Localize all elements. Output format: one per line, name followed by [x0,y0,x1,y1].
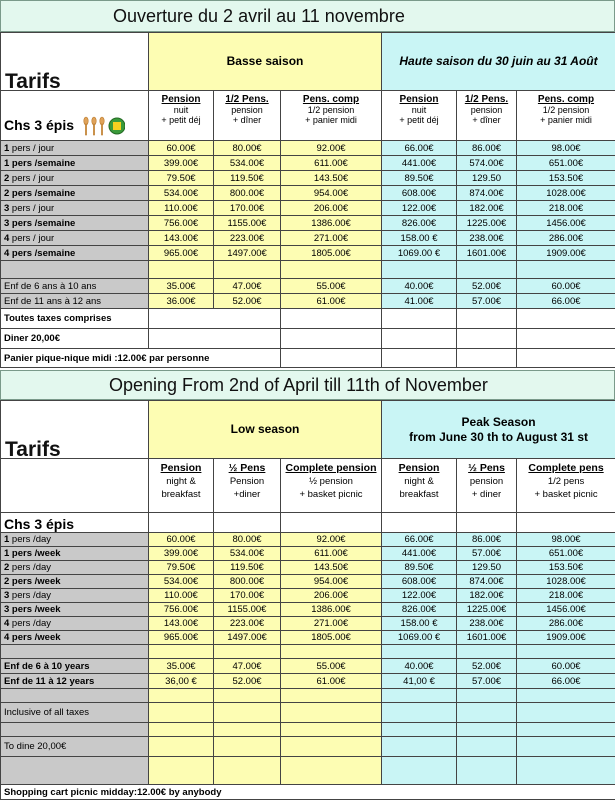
en-rows-row [1,631,615,645]
en-rows-label: 1 pers /week [1,547,149,561]
fr-rows-row [1,171,615,186]
fr-rows-row [1,231,615,246]
en-price-cell: 1909.00€ [517,631,615,645]
en-price-cell: 143.50€ [281,561,382,575]
fr-price-cell: 874.00€ [457,186,517,201]
fr-rows-label: 4 pers / jour [1,231,149,246]
english-col-header-6: Complete pens 1/2 pens + basket picnic [517,459,615,513]
fr-price-cell: 143.00€ [149,231,214,246]
fr-rows-row [1,141,615,156]
fr-price-cell: 965.00€ [149,246,214,261]
fr-price-cell: 756.00€ [149,216,214,231]
en-price-cell: 800.00€ [214,575,281,589]
fr-price-cell: 80.00€ [214,141,281,156]
en-price-cell: 170.00€ [214,589,281,603]
en-price-cell: 756.00€ [149,603,214,617]
en-price-cell: 36,00 € [149,674,214,689]
fr-price-cell: 800.00€ [214,186,281,201]
fr-price-cell: 1155.00€ [214,216,281,231]
en-price-cell: 119.50€ [214,561,281,575]
french-low-season-header: Basse saison [149,33,382,91]
en-rows-row [1,547,615,561]
en-rows-row [1,561,615,575]
fr-price-cell: 143.50€ [281,171,382,186]
en-price-cell: 954.00€ [281,575,382,589]
fr-price-cell: 35.00€ [149,279,214,294]
english-category-label: Chs 3 épis [1,513,149,533]
en-price-cell: 86.00€ [457,533,517,547]
en-price-cell: 441.00€ [382,547,457,561]
fr-rows-label: 2 pers /semaine [1,186,149,201]
en-price-cell: 92.00€ [281,533,382,547]
fr-price-cell: 129.50 [457,171,517,186]
english-col-header-3: Complete pension ½ pension + basket picnic [281,459,382,513]
en-price-cell: 1497.00€ [214,631,281,645]
fr-rows-label: 3 pers /semaine [1,216,149,231]
english-peak-season-dates: from June 30 th to August 31 st [409,429,588,444]
fr-rows-row [1,246,615,261]
fr-price-cell: 286.00€ [517,231,615,246]
fr-rows-label: 3 pers / jour [1,201,149,216]
fr-rows-row [1,201,615,216]
en-price-cell: 110.00€ [149,589,214,603]
fr-price-cell: 651.00€ [517,156,615,171]
en-price-cell: 55.00€ [281,659,382,674]
en-price-cell: 826.00€ [382,603,457,617]
fr-price-cell: 98.00€ [517,141,615,156]
en-price-cell: 79.50€ [149,561,214,575]
en-price-cell: 52.00€ [214,674,281,689]
english-peak-season-header [382,401,615,459]
fr-kids-row [1,294,615,309]
french-category-label: Chs 3 épis [4,117,75,134]
fr-price-cell: 223.00€ [214,231,281,246]
en-price-cell: 1225.00€ [457,603,517,617]
english-col-header-1: Pension night & breakfast [149,459,214,513]
french-col-header-3: Pens. comp 1/2 pension + panier midi [281,91,382,141]
english-header-spacer [1,459,149,513]
french-spacer-label [1,261,149,279]
english-note-taxes: Inclusive of all taxes [1,703,149,723]
en-rows-label: 3 pers /day [1,589,149,603]
en-price-cell: 1069.00 € [382,631,457,645]
fr-price-cell: 1601.00€ [457,246,517,261]
en-price-cell: 611.00€ [281,547,382,561]
fr-price-cell: 1456.00€ [517,216,615,231]
fr-price-cell: 36.00€ [149,294,214,309]
fr-price-cell: 40.00€ [382,279,457,294]
en-price-cell: 80.00€ [214,533,281,547]
fr-rows-label: 2 pers / jour [1,171,149,186]
en-rows-row [1,575,615,589]
fr-price-cell: 79.50€ [149,171,214,186]
fr-price-cell: 1225.00€ [457,216,517,231]
fr-price-cell: 110.00€ [149,201,214,216]
en-price-cell: 965.00€ [149,631,214,645]
fr-rows-row [1,186,615,201]
en-price-cell: 206.00€ [281,589,382,603]
en-price-cell: 35.00€ [149,659,214,674]
fr-price-cell: 55.00€ [281,279,382,294]
french-note-picnic: Panier pique-nique midi :12.00€ par personne [1,349,281,368]
fr-kids-row [1,279,615,294]
en-kids-label: Enf de 11 à 12 years [1,674,149,689]
fr-price-cell: 1805.00€ [281,246,382,261]
fr-price-cell: 534.00€ [149,186,214,201]
en-rows-label: 3 pers /week [1,603,149,617]
en-price-cell: 1601.00€ [457,631,517,645]
en-price-cell: 286.00€ [517,617,615,631]
fr-price-cell: 574.00€ [457,156,517,171]
french-children-rows [1,279,615,309]
en-rows-label: 4 pers /week [1,631,149,645]
en-price-cell: 1386.00€ [281,603,382,617]
fr-price-cell: 66.00€ [517,294,615,309]
en-price-cell: 52.00€ [457,659,517,674]
fr-price-cell: 1497.00€ [214,246,281,261]
fr-price-cell: 41.00€ [382,294,457,309]
en-price-cell: 874.00€ [457,575,517,589]
en-price-cell: 122.00€ [382,589,457,603]
en-price-cell: 1456.00€ [517,603,615,617]
en-price-cell: 89.50€ [382,561,457,575]
french-col-header-5: 1/2 Pens. pension + dîner [457,91,517,141]
french-note-taxes: Toutes taxes comprises [1,309,149,329]
en-price-cell: 1028.00€ [517,575,615,589]
fr-price-cell: 826.00€ [382,216,457,231]
en-rows-label: 1 pers /day [1,533,149,547]
en-rows-label: 4 pers /day [1,617,149,631]
fr-price-cell: 1028.00€ [517,186,615,201]
english-tarifs-heading: Tarifs [1,401,149,459]
fr-price-cell: 238.00€ [457,231,517,246]
en-rows-row [1,603,615,617]
en-price-cell: 1805.00€ [281,631,382,645]
en-price-cell: 41,00 € [382,674,457,689]
en-price-cell: 158.00 € [382,617,457,631]
french-col-header-6: Pens. comp 1/2 pension + panier midi [517,91,615,141]
fr-price-cell: 1069.00 € [382,246,457,261]
french-col-header-1: Pension nuit + petit déj [149,91,214,141]
fr-rows-row [1,216,615,231]
en-kids-label: Enf de 6 à 10 years [1,659,149,674]
french-tarifs-heading: Tarifs [1,33,149,91]
en-price-cell: 534.00€ [214,547,281,561]
english-low-season-header: Low season [149,401,382,459]
en-rows-row [1,617,615,631]
english-spacer-label [1,645,149,659]
en-rows-row [1,589,615,603]
en-price-cell: 66.00€ [517,674,615,689]
fr-price-cell: 66.00€ [382,141,457,156]
fr-price-cell: 441.00€ [382,156,457,171]
en-price-cell: 182.00€ [457,589,517,603]
fr-price-cell: 89.50€ [382,171,457,186]
english-children-rows [1,659,615,689]
fr-price-cell: 47.00€ [214,279,281,294]
english-note-picnic: Shopping cart picnic midday:12.00€ by anybody [1,785,615,800]
en-price-cell: 271.00€ [281,617,382,631]
en-price-cell: 1155.00€ [214,603,281,617]
english-rate-rows [1,533,615,645]
en-rows-row [1,533,615,547]
french-note-dinner: Diner 20,00€ [1,329,149,349]
fr-price-cell: 170.00€ [214,201,281,216]
en-price-cell: 47.00€ [214,659,281,674]
fr-price-cell: 1386.00€ [281,216,382,231]
en-price-cell: 40.00€ [382,659,457,674]
fr-price-cell: 153.50€ [517,171,615,186]
fr-price-cell: 52.00€ [457,279,517,294]
en-rows-label: 2 pers /day [1,561,149,575]
en-price-cell: 608.00€ [382,575,457,589]
en-price-cell: 143.00€ [149,617,214,631]
english-title: Opening From 2nd of April till 11th of November [0,370,615,400]
en-price-cell: 534.00€ [149,575,214,589]
en-price-cell: 223.00€ [214,617,281,631]
english-col-header-2: ½ Pens Pension +diner [214,459,281,513]
fr-price-cell: 399.00€ [149,156,214,171]
french-rate-rows [1,141,615,261]
fr-price-cell: 608.00€ [382,186,457,201]
english-peak-season-title: Peak Season [461,414,536,429]
en-price-cell: 218.00€ [517,589,615,603]
fr-price-cell: 271.00€ [281,231,382,246]
en-kids-row [1,659,615,674]
english-col-header-4: Pension night & breakfast [382,459,457,513]
fr-rows-label: 1 pers / jour [1,141,149,156]
en-price-cell: 98.00€ [517,533,615,547]
fr-rows-label: 4 pers /semaine [1,246,149,261]
fr-price-cell: 60.00€ [149,141,214,156]
en-price-cell: 60.00€ [517,659,615,674]
french-col-header-4: Pension nuit + petit déj [382,91,457,141]
fr-price-cell: 119.50€ [214,171,281,186]
en-rows-label: 2 pers /week [1,575,149,589]
fr-price-cell: 1909.00€ [517,246,615,261]
french-category-cell [1,91,149,141]
english-tariff-table [0,400,615,800]
fr-price-cell: 534.00€ [214,156,281,171]
fr-price-cell: 86.00€ [457,141,517,156]
en-price-cell: 66.00€ [382,533,457,547]
en-price-cell: 399.00€ [149,547,214,561]
en-price-cell: 57.00€ [457,674,517,689]
fr-price-cell: 218.00€ [517,201,615,216]
fr-price-cell: 954.00€ [281,186,382,201]
french-tariff-table [0,32,615,368]
french-title: Ouverture du 2 avril au 11 novembre [0,0,615,32]
fr-price-cell: 122.00€ [382,201,457,216]
fr-rows-row [1,156,615,171]
english-col-header-5: ½ Pens pension + diner [457,459,517,513]
fr-rows-label: 1 pers /semaine [1,156,149,171]
fr-price-cell: 60.00€ [517,279,615,294]
fr-price-cell: 92.00€ [281,141,382,156]
en-price-cell: 60.00€ [149,533,214,547]
en-price-cell: 129.50 [457,561,517,575]
fr-price-cell: 61.00€ [281,294,382,309]
en-price-cell: 238.00€ [457,617,517,631]
fr-price-cell: 52.00€ [214,294,281,309]
en-kids-row [1,674,615,689]
fr-kids-label: Enf de 6 ans à 10 ans [1,279,149,294]
en-price-cell: 153.50€ [517,561,615,575]
french-col-header-2: 1/2 Pens. pension + dîner [214,91,281,141]
en-price-cell: 61.00€ [281,674,382,689]
wheat-ears-logo-icon [81,115,125,138]
fr-kids-label: Enf de 11 ans à 12 ans [1,294,149,309]
fr-price-cell: 611.00€ [281,156,382,171]
en-price-cell: 651.00€ [517,547,615,561]
en-price-cell: 57.00€ [457,547,517,561]
fr-price-cell: 158.00 € [382,231,457,246]
fr-price-cell: 206.00€ [281,201,382,216]
french-high-season-header: Haute saison du 30 juin au 31 Août [382,33,615,91]
fr-price-cell: 57.00€ [457,294,517,309]
english-note-dinner: To dine 20,00€ [1,737,149,757]
fr-price-cell: 182.00€ [457,201,517,216]
